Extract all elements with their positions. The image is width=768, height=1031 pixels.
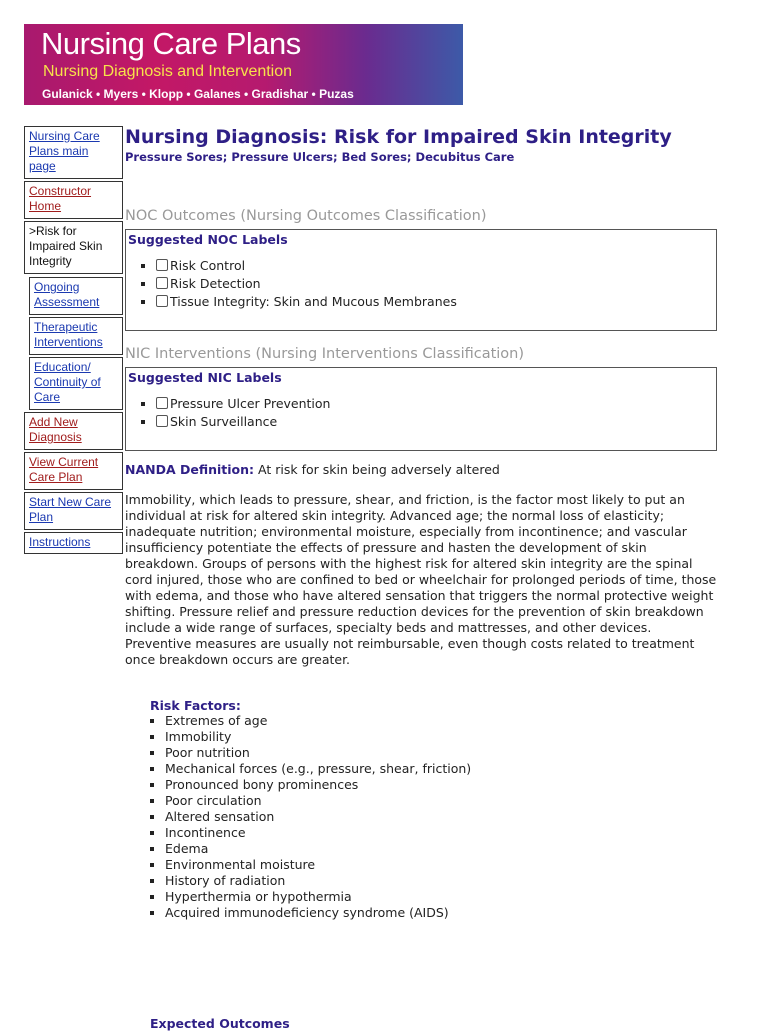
nav-constructor-home-box	[24, 181, 123, 219]
noc-checkbox[interactable]	[156, 295, 168, 307]
nic-labels-list	[126, 395, 716, 431]
list-item: ▪ Poor nutrition	[165, 745, 471, 761]
nav-education-box	[29, 357, 123, 410]
noc-labels-box	[125, 229, 717, 331]
nav-view-current-box	[24, 452, 123, 490]
risk-factors-heading: Risk Factors:	[150, 698, 241, 713]
list-item: ▪ Immobility	[165, 729, 471, 745]
risk-factors-section	[150, 698, 471, 921]
nav-therapeutic-interventions-link[interactable]: Therapeutic Interventions	[34, 320, 103, 349]
list-item: ▪ History of radiation	[165, 873, 471, 889]
nic-section-title: NIC Interventions (Nursing Interventions Classification)	[125, 346, 525, 362]
list-item: ▪ Edema	[165, 841, 471, 857]
page-title: Nursing Diagnosis: Risk for Impaired Skin Integrity	[125, 126, 672, 148]
list-item: ▪ Environmental moisture	[165, 857, 471, 873]
nic-labels-heading: Suggested NIC Labels	[128, 370, 282, 385]
noc-labels-list	[126, 257, 716, 311]
nav-main-page-link[interactable]: Nursing Care Plans main page	[29, 129, 100, 173]
description-paragraph: Immobility, which leads to pressure, shear, and friction, is the factor most likely to put an individual at risk for altered skin integrity. Advanced age; the normal loss of elasticity; inadequate nutrition; environmental moisture, especially from incontinence; and vascular insufficiency potentiate the effects of pressure and hasten the development of skin breakdown. Groups of persons with the highest risk for altered skin integrity are the spinal cord injured, those who are confined to bed or wheelchair for prolonged periods of time, those with edema, and those who have altered sensation that triggers the normal protective weight shifting. Pressure relief and pressure reduction devices for the prevention of skin breakdown include a wide range of surfaces, specialty beds and mattresses, and other devices. Preventive measures are usually not reimbursable, even though costs related to treatment once breakdown occurs are greater.	[125, 492, 717, 667]
noc-label: Tissue Integrity: Skin and Mucous Membranes	[170, 294, 457, 309]
list-item: ▪ Pronounced bony prominences	[165, 777, 471, 793]
list-item: ▪ Acquired immunodeficiency syndrome (AIDS)	[165, 905, 471, 921]
nav-ongoing-box	[29, 277, 123, 315]
noc-checkbox[interactable]	[156, 277, 168, 289]
list-item: ▪ Altered sensation	[165, 809, 471, 825]
nav-therapeutic-box	[29, 317, 123, 355]
nav-main-page-box	[24, 126, 123, 179]
page-subtitle: Pressure Sores; Pressure Ulcers; Bed Sores; Decubitus Care	[125, 150, 515, 164]
list-item: ▪ Hyperthermia or hypothermia	[165, 889, 471, 905]
list-item: ▪ Poor circulation	[165, 793, 471, 809]
noc-section-title: NOC Outcomes (Nursing Outcomes Classification)	[125, 208, 487, 224]
banner-authors: Gulanick • Myers • Klopp • Galanes • Gradishar • Puzas	[42, 87, 354, 101]
nanda-definition	[125, 462, 500, 477]
nanda-label: NANDA Definition:	[125, 462, 255, 477]
list-item: ▪ Incontinence	[165, 825, 471, 841]
list-item	[156, 395, 716, 413]
nav-start-new-box	[24, 492, 123, 530]
nav-instructions-link[interactable]: Instructions	[29, 535, 91, 549]
noc-label: Risk Detection	[170, 276, 261, 291]
expected-outcomes-heading: Expected Outcomes	[150, 1016, 290, 1031]
noc-label: Risk Control	[170, 258, 246, 273]
list-item	[156, 293, 716, 311]
list-item	[156, 275, 716, 293]
main-content	[125, 124, 723, 1031]
nav-add-new-box	[24, 412, 123, 450]
nav-current-item: >Risk for Impaired Skin Integrity	[29, 224, 103, 268]
list-item: ▪ Extremes of age	[165, 713, 471, 729]
banner-subtitle: Nursing Diagnosis and Intervention	[43, 63, 293, 80]
nav-instructions-box	[24, 532, 123, 554]
list-item: ▪ Mechanical forces (e.g., pressure, shear, friction)	[165, 761, 471, 777]
nav-constructor-home-link[interactable]: Constructor Home	[29, 184, 92, 213]
nic-checkbox[interactable]	[156, 415, 168, 427]
nic-label: Skin Surveillance	[170, 414, 278, 429]
nav-view-current-care-plan-link[interactable]: View Current Care Plan	[29, 455, 99, 484]
nic-labels-box	[125, 367, 717, 451]
nav-education-link[interactable]: Education/ Continuity of Care	[34, 360, 101, 404]
risk-factors-list	[150, 713, 471, 921]
nic-checkbox[interactable]	[156, 397, 168, 409]
nav-start-new-care-plan-link[interactable]: Start New Care Plan	[29, 495, 112, 524]
noc-labels-heading: Suggested NOC Labels	[128, 232, 288, 247]
noc-checkbox[interactable]	[156, 259, 168, 271]
list-item	[156, 413, 716, 431]
banner-title: Nursing Care Plans	[41, 26, 301, 61]
nanda-text: At risk for skin being adversely altered	[254, 462, 500, 477]
list-item	[156, 257, 716, 275]
nic-label: Pressure Ulcer Prevention	[170, 396, 331, 411]
banner	[24, 24, 463, 105]
nav-add-new-diagnosis-link[interactable]: Add New Diagnosis	[29, 415, 82, 444]
nav-ongoing-assessment-link[interactable]: Ongoing Assessment	[34, 280, 100, 309]
nav-current-box	[24, 221, 123, 274]
